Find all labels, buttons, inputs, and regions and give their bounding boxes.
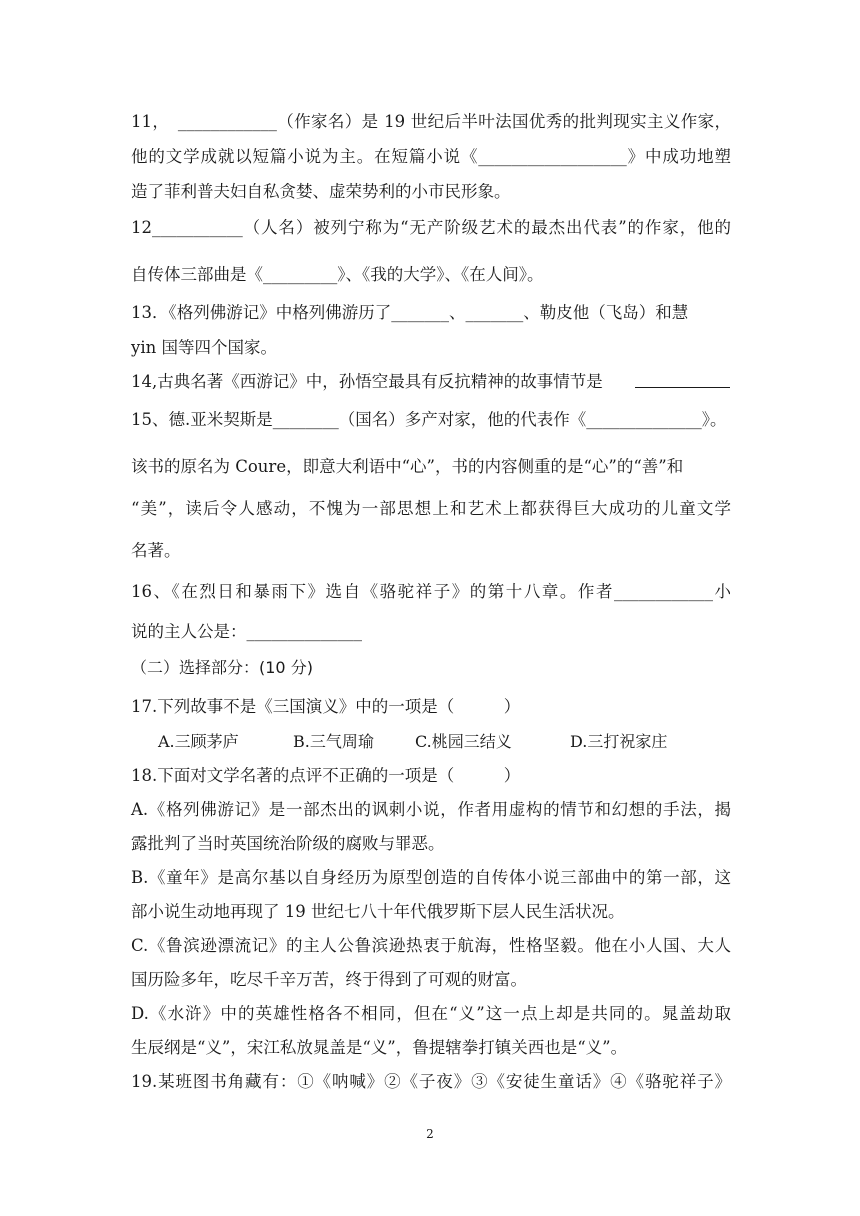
question-12-line-2: 自传体三部曲是《_________》、《我的大学》、《在人间》。 [131, 265, 544, 284]
question-19-stem: 19.某班图书角藏有：①《呐喊》②《子夜》③《安徒生童话》④《骆驼祥子》 [131, 1072, 731, 1091]
question-18-option-a-line-1: A.《格列佛游记》是一部杰出的讽刺小说，作者用虚构的情节和幻想的手法，揭 [131, 800, 731, 819]
question-12-line-1: 12___________（人名）被列宁称为“无产阶级艺术的最杰出代表”的作家，他的 [131, 218, 731, 237]
question-16-line-1: 16、《在烈日和暴雨下》选自《骆驼祥子》的第十八章。作者____________小 [131, 582, 731, 601]
question-15-line-1: 15、德.亚米契斯是________（国名）多产对家，他的代表作《______________》。 [131, 410, 727, 429]
question-18-option-b-line-2: 部小说生动地再现了 19 世纪七八十年代俄罗斯下层人民生活状况。 [131, 902, 625, 921]
option-b: B.三气周瑜 [293, 732, 374, 751]
question-18-stem: 18.下面对文学名著的点评不正确的一项是（ ） [131, 766, 521, 785]
question-18-option-d-line-1: D.《水浒》中的英雄性格各不相同，但在“义”这一点上却是共同的。晁盖劫取 [131, 1004, 731, 1023]
question-18-option-c-line-1: C.《鲁滨逊漂流记》的主人公鲁滨逊热衷于航海，性格坚毅。他在小人国、大人 [131, 936, 731, 955]
page-number: 2 [426, 1127, 434, 1141]
option-c: C.桃园三结义 [415, 732, 512, 751]
question-11-line-3: 造了菲利普夫妇自私贪婪、虚荣势利的小市民形象。 [131, 182, 511, 201]
question-16-line-2: 说的主人公是：______________ [131, 622, 362, 641]
question-18-option-c-line-2: 国历险多年，吃尽千辛万苦，终于得到了可观的财富。 [131, 970, 527, 989]
question-15-line-3: “美”，读后令人感动，不愧为一部思想上和艺术上都获得巨大成功的儿童文学 [131, 499, 731, 518]
question-11-line-2: 他的文学成就以短篇小说为主。在短篇小说《__________________》中成功地塑 [131, 147, 731, 166]
question-18-option-b-line-1: B.《童年》是高尔基以自身经历为原型创造的自传体小说三部曲中的第一部，这 [131, 868, 731, 887]
question-15-line-4: 名著。 [131, 541, 181, 560]
question-18-option-d-line-2: 生辰纲是“义”，宋江私放晁盖是“义”，鲁提辖拳打镇关西也是“义”。 [131, 1038, 628, 1057]
option-a: A.三顾茅庐 [158, 732, 239, 751]
question-13-line-2: yin 国等四个国家。 [131, 338, 277, 357]
option-d: D.三打祝家庄 [570, 732, 668, 751]
question-15-line-2: 该书的原名为 Coure，即意大利语中“心”，书的内容侧重的是“心”的“善”和 [131, 457, 684, 476]
question-11-line-1: 11， ____________（作家名）是 19 世纪后半叶法国优秀的批判现实主义作家， [131, 112, 731, 131]
question-17-options [158, 730, 718, 754]
question-17-stem: 17.下列故事不是《三国演义》中的一项是（ ） [131, 697, 521, 716]
question-13-line-1: 13．《格列佛游记》中格列佛游历了_______、_______、勒皮他（飞岛）和慧 [131, 303, 689, 322]
question-14-line-1: 14,古典名著《西游记》中，孙悟空最具有反抗精神的故事情节是 [131, 372, 603, 391]
question-14-answer-blank [635, 387, 730, 388]
question-18-option-a-line-2: 露批判了当时英国统治阶级的腐败与罪恶。 [131, 834, 445, 853]
section-heading: （二）选择部分：(10 分) [131, 658, 313, 677]
